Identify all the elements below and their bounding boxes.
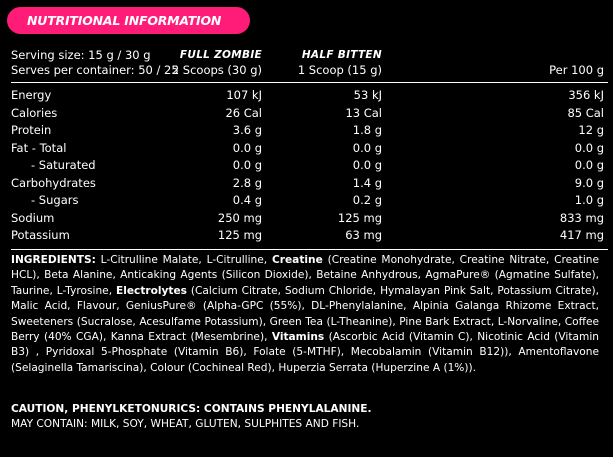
full-zombie-heading: FULL ZOMBIE [179,49,262,61]
nutrient-per-100g-value: 0.0 g [574,158,604,172]
nutrient-name: Fat - Total [11,140,67,155]
caution-section [11,402,601,433]
serving-row-1 [11,48,608,63]
ingredients-electrolytes: Electrolytes [115,284,187,297]
nutrient-row [11,192,608,210]
nutrient-table [11,87,608,245]
allergen-statement: MAY CONTAIN: MILK, SOY, WHEAT, GLUTEN, SULPHITES AND FISH. [11,418,360,431]
nutrient-half-bitten-value: 0.0 g [352,140,382,155]
nutrient-per-100g-value: 9.0 g [574,175,604,190]
serving-size-label: Serving size: 15 g / 30 g [11,48,151,62]
nutrient-row [11,105,608,123]
nutrient-full-zombie-value: 2.8 g [232,175,262,190]
nutrient-per-100g-value: 1.0 g [574,193,604,207]
nutrient-name: Sodium [11,210,55,225]
nutrient-full-zombie-value: 107 kJ [226,88,262,102]
nutrient-per-100g-value: 12 g [578,123,604,137]
full-zombie-serving: 2 Scoops (30 g) [171,63,262,77]
ingredients-paragraph [11,253,599,376]
nutrient-per-100g-value: 85 Cal [567,105,604,120]
table-bottom-divider [11,249,608,250]
ingredients-part-3: (Calcium Citrate, Sodium Chloride, Hymalayan Pink Salt, Potassium Citrate), Malic Acid, Flavour, GeniusPure® (Alpha-GPC (55%), DL-Phenylalanine, Alpinia Galanga Rhizome Extract, Sweeteners (Sucralose, Acesulfame Potassium), Green Tea (L-Theanine), Pine Bark Extract, L-Norvaline, Coffee Berry (40% CGA), Kanna Extract (Mesembrine), [11,284,599,344]
nutrient-row [11,210,608,228]
nutrition-header-pill [7,7,250,34]
nutrient-row [11,140,608,158]
nutrient-per-100g-value: 833 mg [559,210,604,225]
caution-phenylketonurics: CAUTION, PHENYLKETONURICS: CONTAINS PHENYLALANINE. [11,403,372,415]
nutrient-half-bitten-value: 13 Cal [345,105,382,120]
nutrient-half-bitten-value: 0.0 g [352,158,382,172]
nutrient-half-bitten-value: 1.4 g [352,175,382,190]
ingredients-creatine: Creatine [272,254,323,266]
ingredients-label: INGREDIENTS: [11,254,96,266]
nutrient-name: - Sugars [31,193,79,207]
nutrient-half-bitten-value: 0.2 g [352,193,382,207]
nutrient-per-100g-value: 356 kJ [568,88,604,102]
nutrient-name: Carbohydrates [11,175,96,190]
nutrient-name: - Saturated [31,158,96,172]
serving-row-2 [11,63,608,78]
ingredients-part-4: (Ascorbic Acid (Vitamin C), Nicotinic Acid (Vitamin B3) , Pyridoxal 5-Phosphate (Vitamin B6), Folate (5-MTHF), Mecobalamin (Vitamin B12)), Amentoflavone (Selaginella Tamariscina), Colour (Cochineal Red), Huperzia Serrata (Huperzine A (1%)). [11,331,599,374]
nutrient-full-zombie-value: 0.0 g [232,158,262,172]
nutrient-name: Calories [11,105,58,120]
nutrient-name: Protein [11,123,52,137]
nutrient-row [11,157,608,175]
nutrition-header-title: NUTRITIONAL INFORMATION [27,13,222,28]
half-bitten-heading: HALF BITTEN [301,49,382,61]
nutrient-row [11,175,608,193]
nutrient-full-zombie-value: 0.4 g [232,193,262,207]
serves-per-container-label: Serves per container: 50 / 25 [11,63,179,77]
nutrient-full-zombie-value: 125 mg [217,228,262,242]
nutrient-full-zombie-value: 0.0 g [232,140,262,155]
nutrient-row [11,122,608,140]
nutrient-full-zombie-value: 3.6 g [232,123,262,137]
ingredients-part-1: L-Citrulline Malate, L-Citrulline, [95,254,272,266]
nutrient-full-zombie-value: 26 Cal [225,105,262,120]
nutrient-half-bitten-value: 1.8 g [352,123,382,137]
nutrient-half-bitten-value: 63 mg [345,228,382,242]
nutrient-half-bitten-value: 125 mg [337,210,382,225]
nutrient-per-100g-value: 0.0 g [574,140,604,155]
ingredients-vitamins: Vitamins [271,331,325,344]
per-100g-heading: Per 100 g [549,63,604,77]
half-bitten-serving: 1 Scoop (15 g) [297,63,382,77]
nutrient-row [11,87,608,105]
nutrient-name: Energy [11,88,52,102]
nutrition-panel [11,48,608,250]
ingredients-part-2: (Creatine Monohydrate, Creatine Nitrate, Creatine HCL), Beta Alanine, Anticaking Agents (Silicon Dioxide), Betaine Anhydrous, AgmaPure® (Agmatine Sulfate), Taurine, L-Tyrosine, [11,254,599,297]
nutrient-per-100g-value: 417 mg [559,228,604,242]
nutrient-name: Potassium [11,228,70,242]
nutrient-full-zombie-value: 250 mg [217,210,262,225]
nutrient-half-bitten-value: 53 kJ [353,88,382,102]
nutrient-row [11,227,608,245]
